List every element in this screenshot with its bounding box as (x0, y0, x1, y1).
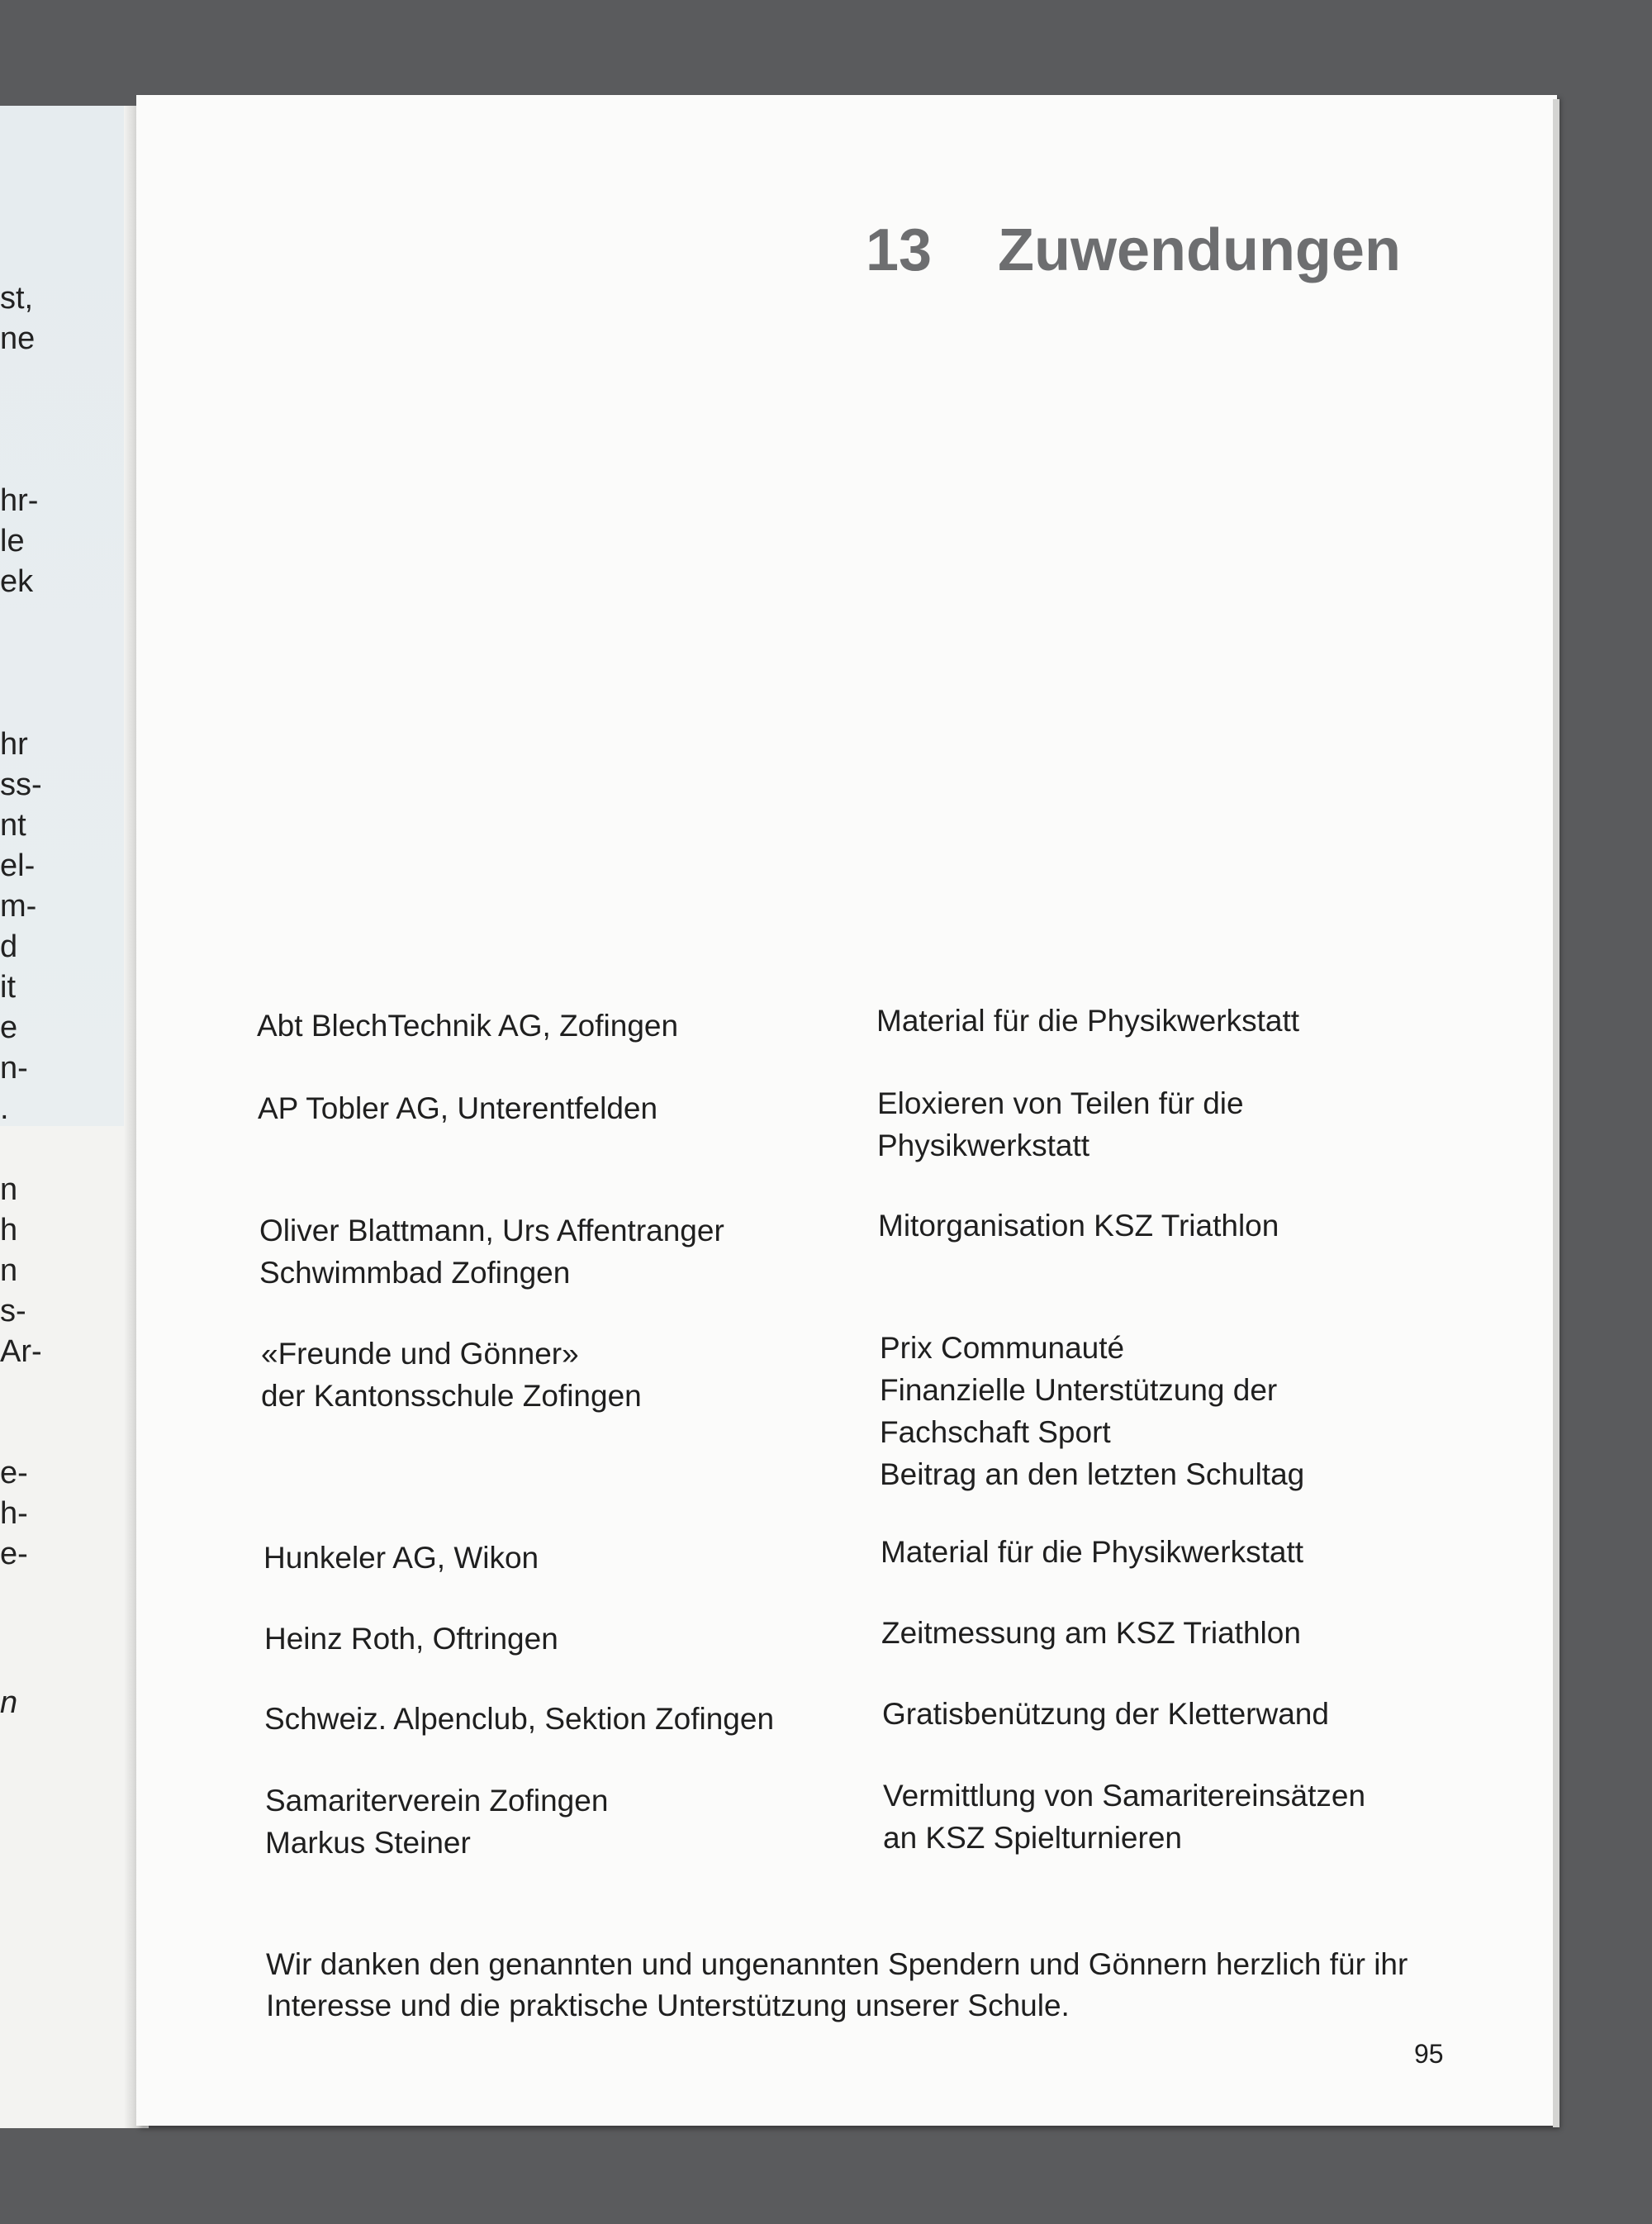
thanks-line: Wir danken den genannten und ungenannten Spendern und Gönnern herzlich für ihr (266, 1947, 1408, 1981)
thanks-line: Interesse und die praktische Unterstützung unserer Schule. (266, 1989, 1070, 2022)
purpose-line: Material für die Physikwerkstatt (876, 1004, 1300, 1038)
purpose-line: Prix Communauté (880, 1331, 1125, 1365)
donor-line: AP Tobler AG, Unterentfelden (258, 1091, 658, 1125)
donor-line: Samariterverein Zofingen (265, 1784, 609, 1818)
chapter-title: Zuwendungen (998, 217, 1401, 283)
donor-line: Schwimmbad Zofingen (259, 1256, 571, 1290)
donor-line: «Freunde und Gönner» (261, 1337, 579, 1371)
donor-cell (261, 1333, 642, 1417)
facing-text-fragment: Ar- (0, 1334, 42, 1369)
facing-text-fragment: e- (0, 1456, 28, 1490)
facing-page-tint (0, 106, 139, 1126)
facing-text-fragment: n (0, 1172, 18, 1207)
donor-cell (265, 1780, 608, 1864)
facing-text-fragment: hr (0, 727, 28, 762)
donor-cell (263, 1537, 539, 1579)
facing-text-fragment: it (0, 970, 16, 1005)
donor-line: Schweiz. Alpenclub, Sektion Zofingen (264, 1702, 775, 1736)
purpose-line: Beitrag an den letzten Schultag (880, 1457, 1305, 1491)
facing-text-fragment: ek (0, 564, 34, 599)
purpose-line: Finanzielle Unterstützung der (880, 1373, 1278, 1407)
donor-line: Abt BlechTechnik AG, Zofingen (257, 1009, 679, 1043)
facing-text-fragment: ss- (0, 767, 42, 802)
facing-text-fragment: d (0, 929, 18, 964)
facing-text-fragment: hr- (0, 483, 39, 518)
page-edge (1553, 99, 1559, 2127)
purpose-line: Gratisbenützung der Kletterwand (882, 1697, 1329, 1731)
donor-cell (264, 1698, 774, 1740)
donor-cell (259, 1209, 724, 1294)
purpose-line: Mitorganisation KSZ Triathlon (878, 1209, 1279, 1243)
thanks-paragraph (266, 1944, 1439, 2027)
facing-text-fragment: el- (0, 848, 36, 883)
facing-text-fragment: h (0, 1213, 18, 1247)
purpose-line: Physikwerkstatt (877, 1129, 1090, 1162)
facing-text-fragment: ne (0, 321, 36, 356)
purpose-line: Fachschaft Sport (880, 1415, 1111, 1449)
facing-text-fragment: h- (0, 1496, 28, 1531)
purpose-cell (876, 1000, 1299, 1042)
donor-line: Oliver Blattmann, Urs Affentranger (259, 1214, 724, 1247)
page-number: 95 (1414, 2039, 1444, 2069)
donor-cell (264, 1618, 558, 1660)
chapter-heading (866, 216, 1401, 284)
purpose-line: Vermittlung von Samaritereinsätzen (883, 1779, 1366, 1813)
facing-text-fragment: nt (0, 808, 26, 843)
facing-text-fragment: e- (0, 1537, 28, 1571)
purpose-line: an KSZ Spielturnieren (883, 1821, 1182, 1855)
facing-text-fragment: le (0, 524, 25, 558)
purpose-line: Eloxieren von Teilen für die (877, 1086, 1244, 1120)
facing-page-left (0, 106, 139, 2128)
purpose-cell (883, 1775, 1365, 1859)
donor-cell (257, 1005, 678, 1047)
purpose-cell (878, 1205, 1279, 1247)
donor-cell (258, 1087, 657, 1129)
facing-text-fragment: e (0, 1010, 18, 1045)
purpose-cell (881, 1612, 1301, 1654)
facing-text-fragment: n (0, 1253, 18, 1288)
donor-line: Markus Steiner (265, 1826, 471, 1860)
purpose-cell (880, 1327, 1304, 1495)
purpose-cell (881, 1531, 1303, 1573)
facing-text-fragment: s- (0, 1294, 26, 1328)
donor-line: Heinz Roth, Oftringen (264, 1622, 558, 1656)
donor-line: der Kantonsschule Zofingen (261, 1379, 642, 1413)
purpose-line: Material für die Physikwerkstatt (881, 1535, 1304, 1569)
facing-text-fragment: st, (0, 281, 34, 316)
facing-text-fragment: n- (0, 1051, 28, 1086)
facing-text-fragment: . (0, 1091, 9, 1126)
purpose-cell (877, 1082, 1244, 1167)
chapter-number: 13 (866, 217, 933, 283)
purpose-line: Zeitmessung am KSZ Triathlon (881, 1616, 1301, 1650)
facing-text-fragment: n (0, 1685, 18, 1720)
donor-line: Hunkeler AG, Wikon (263, 1541, 539, 1575)
facing-text-fragment: m- (0, 889, 37, 924)
purpose-cell (882, 1693, 1329, 1735)
